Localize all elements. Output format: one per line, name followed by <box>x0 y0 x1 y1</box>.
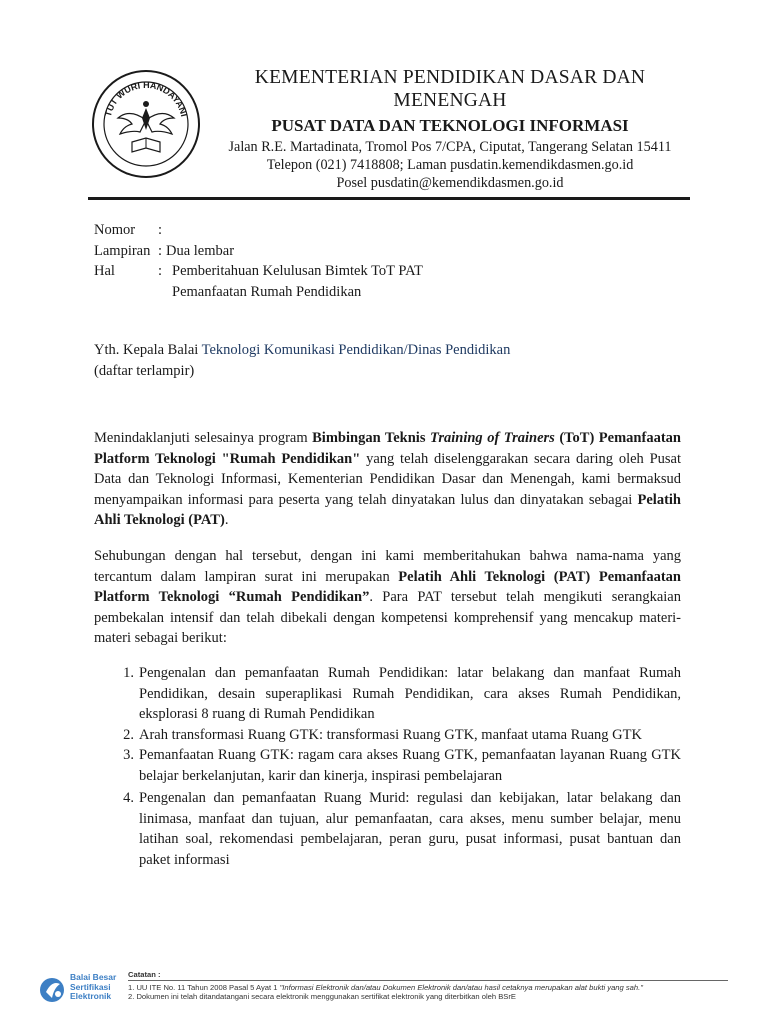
p1-text-3: . <box>224 512 229 528</box>
lampiran-row <box>94 241 423 262</box>
hal-value-line1: Pemberitahuan Kelulusan Bimtek ToT PAT <box>172 263 423 279</box>
paragraph-1 <box>94 428 681 531</box>
p1-text-1: Menindaklanjuti selesainya program <box>94 430 313 446</box>
addressee-note: (daftar terlampir) <box>94 362 195 379</box>
list-item-number: 3. <box>123 747 134 763</box>
note-1-prefix: 1. UU ITE No. 11 Tahun 2008 Pasal 5 Ayat 1 <box>128 982 280 992</box>
lampiran-separator: : <box>158 242 163 259</box>
lampiran-value: Dua lembar <box>166 242 235 259</box>
p1-bold-2: (ToT) Pemanfaatan Platform Teknologi "Rumah Pendidikan" <box>94 430 681 467</box>
lampiran-label: Lampiran <box>94 242 151 259</box>
list-item-number: 2. <box>123 727 134 743</box>
bsre-brand-line1: Balai Besar <box>70 972 117 982</box>
list-item-text: Pemanfaatan Ruang GTK: ragam cara akses Ruang GTK, pemanfaatan layanan Ruang GTK belajar berkelanjutan, karir dan kinerja, inspirasi pembelajaran <box>139 747 681 784</box>
bsre-brand-line3: Elektronik <box>70 991 112 1001</box>
bsre-brand <box>70 973 116 1002</box>
p2-bold-1: Pelatih Ahli Teknologi (PAT) Pemanfaatan Platform Teknologi “Rumah Pendidikan” <box>94 568 681 605</box>
p1-bold-3: Pelatih Ahli Teknologi (PAT) <box>94 491 681 528</box>
letterhead-email: Posel pusdatin@kemendikdasmen.go.id <box>336 175 564 191</box>
letterhead-phone: Telepon (021) 7418808; Laman pusdatin.kemendikdasmen.go.id <box>266 157 634 173</box>
letterhead <box>200 66 700 192</box>
tut-wuri-handayani-logo <box>90 68 202 180</box>
p2-text-2: . Para PAT tersebut telah mengikuti serangkaian pembekalan intensif dan telah dibekali dengan kompetensi komprehensif yang mencakup materi-materi sebagai berikut: <box>94 589 681 646</box>
p1-bold-italic: Training of Trainers <box>430 430 555 446</box>
nomor-label: Nomor <box>94 222 136 238</box>
hal-value-line2: Pemanfaatan Rumah Pendidikan <box>172 283 362 300</box>
note-1 <box>128 983 728 993</box>
nomor-row <box>94 220 423 241</box>
list-item-text: Arah transformasi Ruang GTK: transformasi Ruang GTK, manfaat utama Ruang GTK <box>139 727 642 743</box>
list-item-text: Pengenalan dan pemanfaatan Ruang Murid: regulasi dan kebijakan, latar belakang dan linimasa, manfaat dan tujuan, alur pemanfaatan, cara akses, menu sumber belajar, menu latihan soal, rekomendasi pembelajaran, peran guru, pusat informasi, pusat bantuan dan paket informasi <box>139 790 681 868</box>
list-item <box>94 788 681 870</box>
competency-list <box>94 663 681 870</box>
p1-bold-1: Bimbingan Teknis <box>312 430 431 446</box>
letterhead-divider <box>88 197 690 200</box>
p2-text-1: Sehubungan dengan hal tersebut, dengan ini kami memberitahukan bahwa nama-nama yang tercantum dalam lampiran surat ini merupakan <box>94 548 681 585</box>
footer-notes <box>128 970 728 1002</box>
note-2: 2. Dokumen ini telah ditandatangani secara elektronik menggunakan sertifikat elektronik yang diterbitkan oleh BSrE <box>128 992 516 1001</box>
nomor-separator: : <box>158 222 163 238</box>
note-1-quote: "Informasi Elektronik dan/atau Dokumen Elektronik dan/atau hasil cetaknya merupakan alat bukti yang sah." <box>279 982 643 992</box>
hal-row <box>94 261 423 282</box>
addressee-institution: Teknologi Komunikasi Pendidikan/Dinas Pendidikan <box>201 342 511 358</box>
list-item <box>94 745 681 788</box>
list-item-number: 4. <box>123 790 134 806</box>
list-item <box>94 663 681 725</box>
bsre-brand-line2: Sertifikasi <box>70 981 111 992</box>
bsre-logo-icon <box>38 972 70 1008</box>
list-item <box>94 725 681 745</box>
ministry-name-line2: MENENGAH <box>393 90 507 111</box>
center-name: PUSAT DATA DAN TEKNOLOGI INFORMASI <box>271 116 629 135</box>
paragraph-2 <box>94 546 681 649</box>
p1-text-2: yang telah diselenggarakan secara daring oleh Pusat Data dan Teknologi Informasi, Kementerian Pendidikan Dasar dan Menengah, kami bermaksud menyampaikan informasi para peserta yang telah dinyatakan lulus dan dinyatakan sebagai <box>94 450 681 508</box>
letter-meta <box>94 220 423 302</box>
letterhead-address: Jalan R.E. Martadinata, Tromol Pos 7/CPA, Ciputat, Tangerang Selatan 15411 <box>228 139 672 155</box>
ministry-name-line1: KEMENTERIAN PENDIDIKAN DASAR DAN <box>254 67 646 88</box>
hal-separator: : <box>158 263 163 279</box>
list-item-number: 1. <box>123 665 134 681</box>
svg-text:TUT WURI HANDAYANI: TUT WURI HANDAYANI <box>102 79 190 118</box>
addressee <box>94 340 510 381</box>
hal-label: Hal <box>94 263 115 279</box>
footer-divider <box>128 980 728 981</box>
notes-title: Catatan : <box>128 970 161 979</box>
list-item-text: Pengenalan dan pemanfaatan Rumah Pendidikan: latar belakang dan manfaat Rumah Pendidikan, desain superaplikasi Rumah Pendidikan, cara akses Rumah Pendidikan, eksplorasi 8 ruang di Rumah Pendidikan <box>139 665 681 722</box>
addressee-prefix: Yth. Kepala Balai <box>94 342 202 358</box>
